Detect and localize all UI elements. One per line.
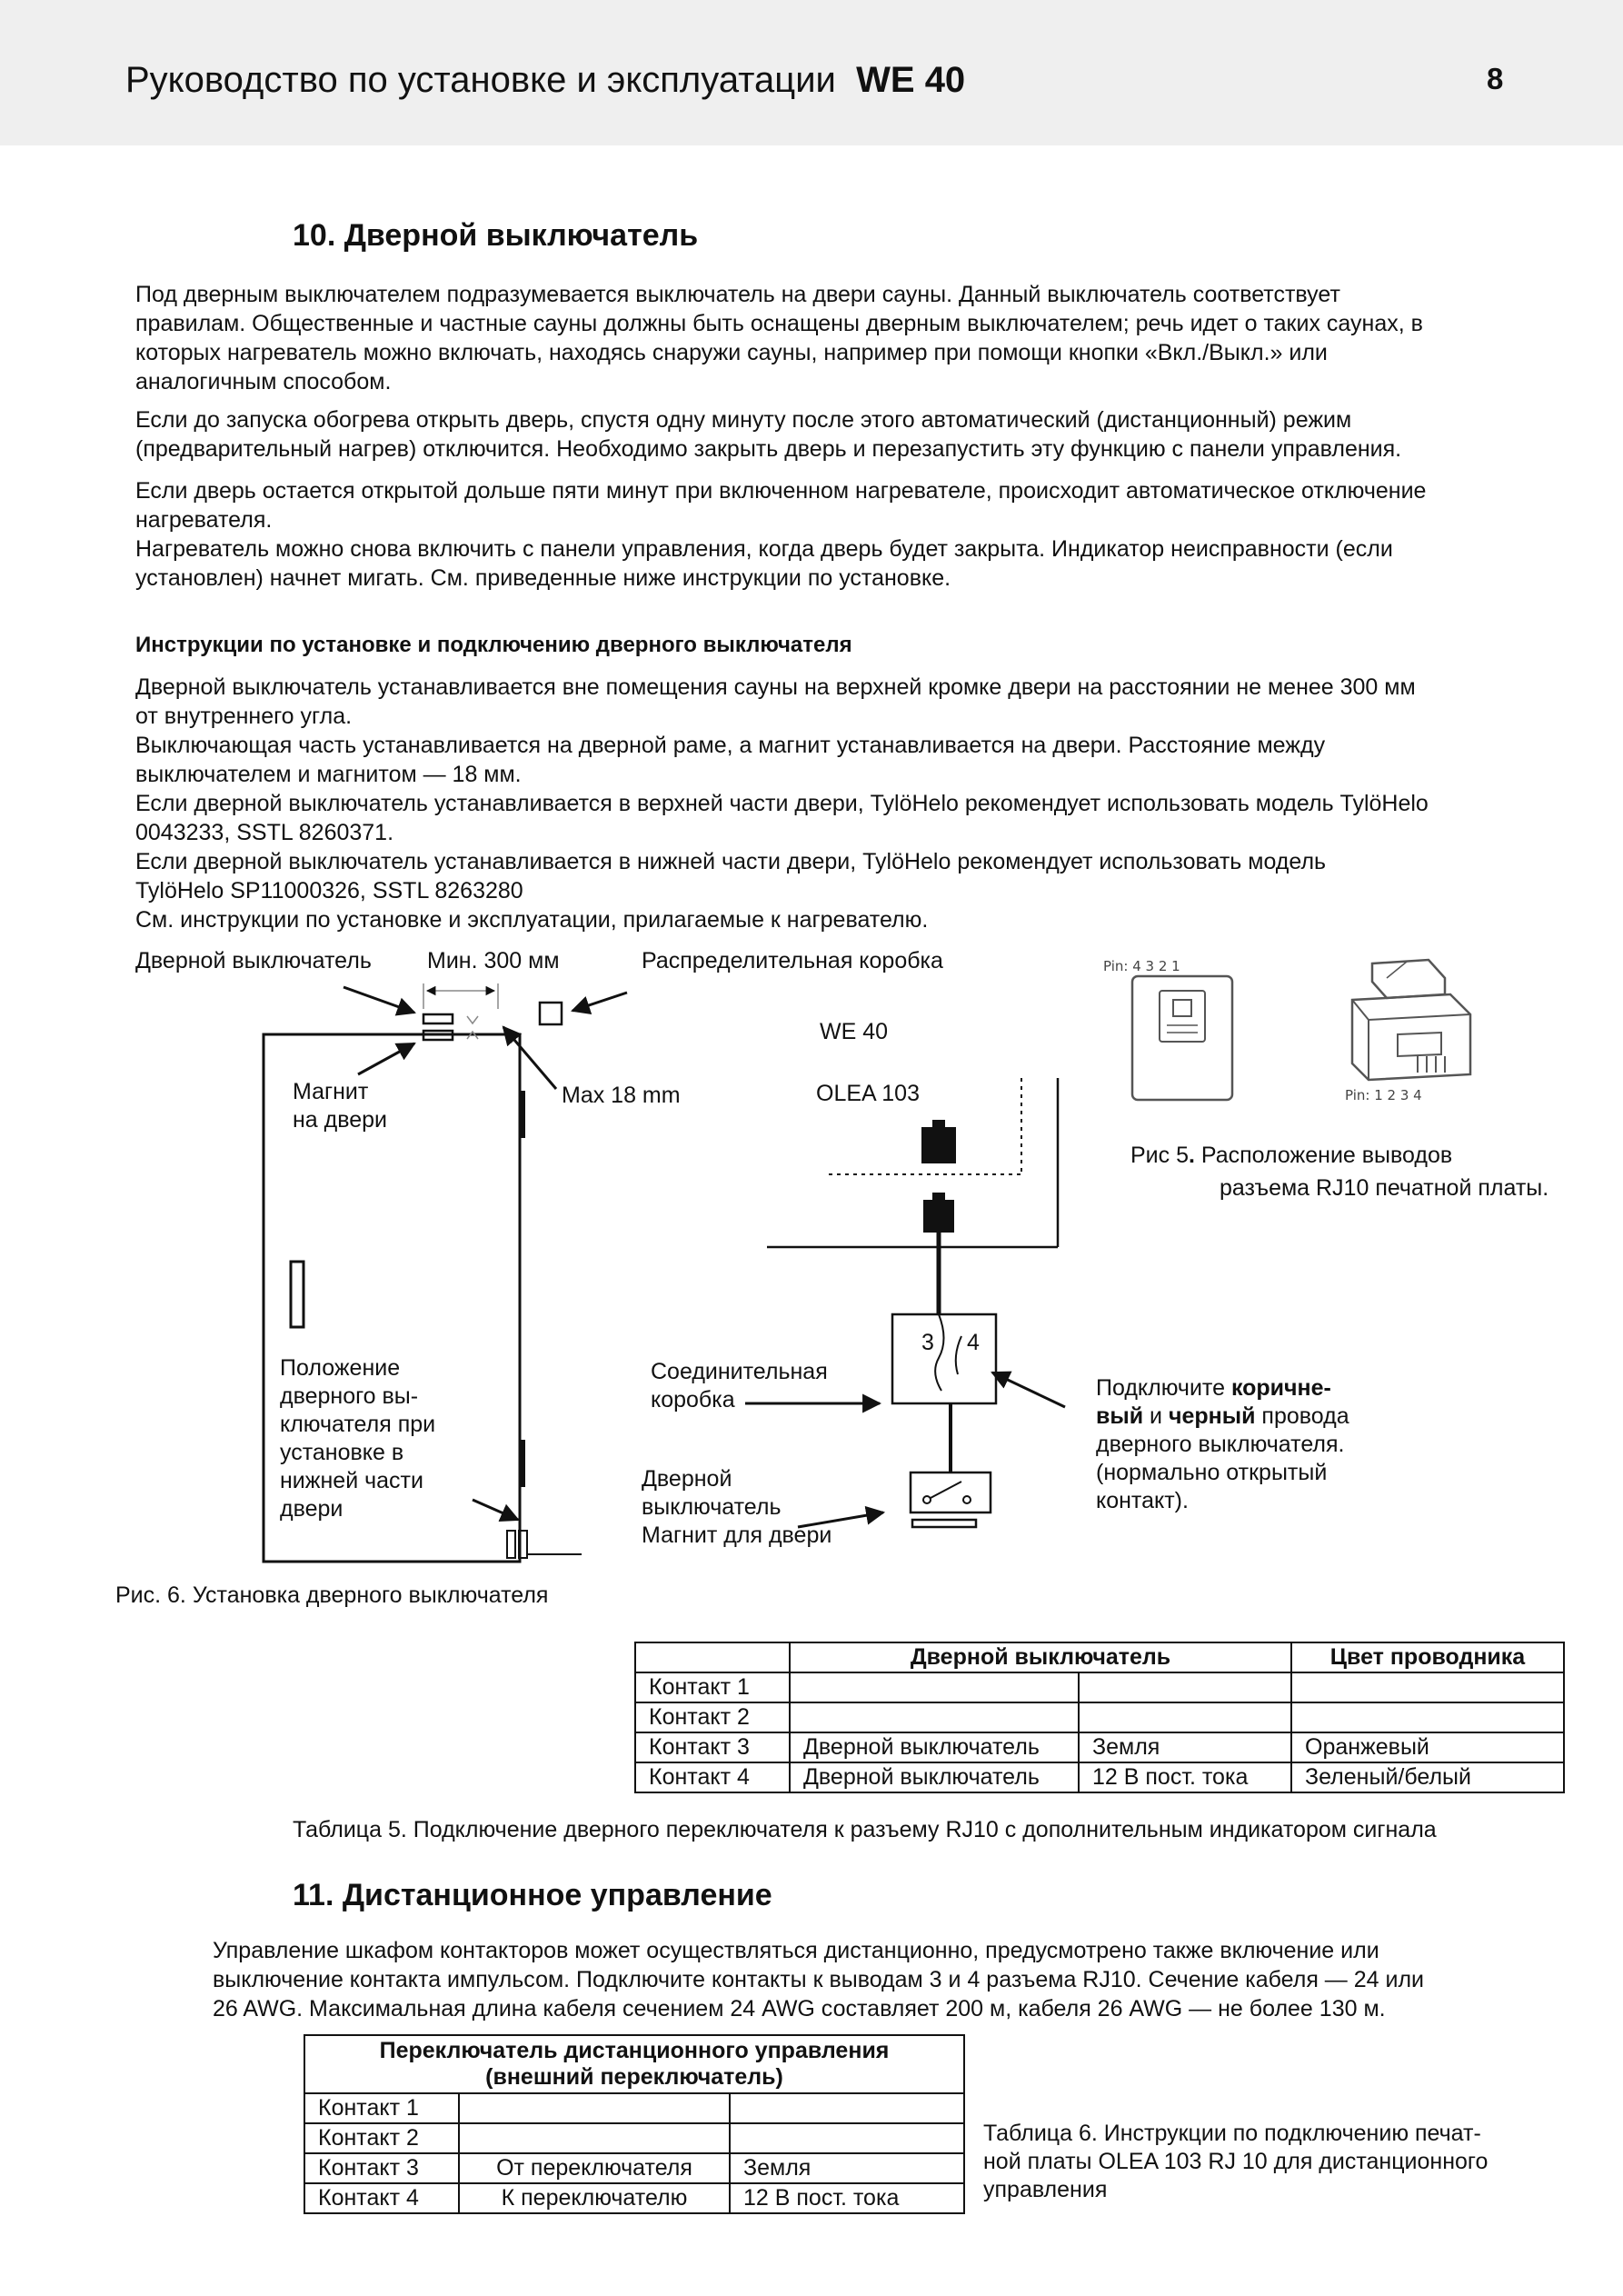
table-header-cell: Переключатель дистанционного управления (внешний переключатель) <box>304 2035 964 2093</box>
rj10-pins-top: Pin: 4 3 2 1 <box>1103 958 1180 974</box>
page-number: 8 <box>1487 62 1504 95</box>
pin-3-label: 3 <box>921 1330 934 1355</box>
table-row <box>304 2093 964 2123</box>
table-cell <box>790 1702 1079 1732</box>
pin-4-label: 4 <box>967 1330 980 1355</box>
table-cell: Контакт 3 <box>304 2153 459 2183</box>
manual-title: Руководство по установке и эксплуатации WE 40 <box>125 60 966 100</box>
figure-6-caption: Рис. 6. Установка дверного выключателя <box>115 1582 549 1608</box>
table-cell: Контакт 2 <box>304 2123 459 2153</box>
section-10-heading: 10. Дверной выключатель <box>293 218 699 253</box>
label-min-300: Мин. 300 мм <box>427 948 560 973</box>
bottom-switch-part-a <box>507 1531 515 1558</box>
installation-subheading: Инструкции по установке и подключению дверного выключателя <box>135 633 852 657</box>
label-junction-box: Распределительная коробка <box>642 948 943 973</box>
section-10-paragraph-3: Если дверь остается открытой дольше пяти минут при включенном нагревателе, происходит автоматическое отключение нагревателя. Нагреватель можно снова включить с панели управления, когда дверь будет закрыта. Индикатор неисправности (если установлен) начнет мигать. См. приведенные ниже инструкции по установке. <box>135 478 1427 591</box>
section-10-paragraph-4: Дверной выключатель устанавливается вне помещения сауны на верхней кромке двери на расстоянии не менее 300 мм от внутреннего угла. Выключающая часть устанавливается на дверной раме, а магнит устанавливается на двери. Расстояние между выключателем и магнитом — 18 мм. Если дверной выключатель устанавливается в верхней части двери, TylöHelo рекомендует использовать модель TylöHelo 0043233, SSTL 8260371. Если дверной выключатель устанавливается в нижней части двери, TylöHelo рекомендует использовать модель TylöHelo SP11000326, SSTL 8263280 См. инструкции по установке и эксплуатации, прилагаемые к нагревателю. <box>135 674 1429 933</box>
rj10-front-view <box>1132 976 1232 1100</box>
table-cell: Контакт 4 <box>304 2183 459 2213</box>
label-switch-position: Положение дверного вы- ключателя при установке в нижней части двери <box>280 1355 436 1522</box>
table-cell: К переключателю <box>459 2183 730 2213</box>
table-row <box>635 1732 1564 1762</box>
table-cell: Дверной выключатель <box>790 1732 1079 1762</box>
label-connection-box: Соединительная коробка <box>651 1359 828 1413</box>
door-hinge-top <box>520 1091 525 1138</box>
table-row <box>635 1702 1564 1732</box>
rj10-pins-bottom: Pin: 1 2 3 4 <box>1345 1087 1422 1103</box>
label-door-switch: Дверной выключатель <box>135 948 372 973</box>
label-door-switch-magnet: Дверной выключатель Магнит для двери <box>642 1466 832 1548</box>
table-row <box>304 2153 964 2183</box>
table-cell: Земля <box>730 2153 964 2183</box>
table-header-cell: Цвет проводника <box>1291 1642 1564 1672</box>
table-cell: Зеленый/белый <box>1291 1762 1564 1792</box>
door-handle <box>291 1262 304 1327</box>
table-cell <box>790 1672 1079 1702</box>
junction-box <box>540 1003 562 1024</box>
connection-box <box>892 1314 996 1403</box>
section-11-heading: 11. Дистанционное управление <box>293 1878 772 1912</box>
table-row <box>304 2035 964 2093</box>
table-cell: От переключателя <box>459 2153 730 2183</box>
table-cell <box>1291 1672 1564 1702</box>
rj10-plug <box>923 1200 954 1233</box>
table-cell <box>730 2093 964 2123</box>
table-header-cell: Дверной выключатель <box>790 1642 1291 1672</box>
table-row <box>635 1642 1564 1672</box>
table-cell <box>1079 1702 1291 1732</box>
table-cell <box>1291 1702 1564 1732</box>
label-we40: WE 40 <box>820 1019 889 1044</box>
label-max-18mm: Max 18 mm <box>562 1083 681 1108</box>
table-cell <box>459 2093 730 2123</box>
door-switch-symbol <box>911 1472 991 1512</box>
figure-5-caption-line-2: разъема RJ10 печатной платы. <box>1220 1175 1549 1201</box>
table-cell: Контакт 1 <box>304 2093 459 2123</box>
table-row <box>304 2123 964 2153</box>
table-cell: 12 В пост. тока <box>1079 1762 1291 1792</box>
door-hinge-bottom <box>520 1440 525 1487</box>
table-6 <box>304 2034 965 2214</box>
table-cell: Дверной выключатель <box>790 1762 1079 1792</box>
table-cell <box>730 2123 964 2153</box>
section-10-paragraph-2: Если до запуска обогрева открыть дверь, спустя одну минуту после этого автоматический (дистанционный) режим (предварительный нагрев) отключится. Необходимо закрыть дверь и перезапустить эту функцию с панели управления. <box>135 407 1402 462</box>
table-cell: Контакт 2 <box>635 1702 790 1732</box>
figure-5-caption: Рис 5. Расположение выводов <box>1130 1143 1453 1168</box>
table-5-caption: Таблица 5. Подключение дверного переключателя к разъему RJ10 с дополнительным индикатором сигнала <box>293 1817 1437 1842</box>
table-cell: Контакт 3 <box>635 1732 790 1762</box>
table-row <box>635 1672 1564 1702</box>
table-header-cell <box>635 1642 790 1672</box>
door-magnet-symbol <box>912 1520 976 1527</box>
rj10-socket <box>921 1127 956 1163</box>
table-cell: Контакт 1 <box>635 1672 790 1702</box>
table-cell: Земля <box>1079 1732 1291 1762</box>
table-row <box>635 1762 1564 1792</box>
table-5 <box>634 1642 1565 1793</box>
label-magnet-on-door: Магнит на двери <box>293 1079 388 1133</box>
table-cell: Контакт 4 <box>635 1762 790 1792</box>
table-row <box>304 2183 964 2213</box>
rj10-plug-view <box>1352 960 1470 1080</box>
section-11-paragraph: Управление шкафом контакторов может осуществляться дистанционно, предусмотрено также включение или выключение контакта импульсом. Подключите контакты к выводам 3 и 4 разъема RJ10. Сечение кабеля — 24 или 26 AWG. Максимальная длина кабеля сечением 24 AWG составляет 200 м, кабеля 26 AWG — не более 130 м. <box>213 1938 1425 2021</box>
table-cell: 12 В пост. тока <box>730 2183 964 2213</box>
label-olea-103: OLEA 103 <box>816 1081 920 1106</box>
model-name: WE 40 <box>856 60 966 100</box>
section-10-paragraph-1: Под дверным выключателем подразумевается выключатель на двери сауны. Данный выключатель соответствует правилам. Общественные и частные сауны должны быть оснащены дверным выключателем; речь идет о таких саунах, в которых нагреватель можно включать, находясь снаружи сауны, например при помощи кнопки «Вкл./Выкл.» или аналогичным способом. <box>135 282 1423 394</box>
table-6-caption: Таблица 6. Инструкции по подключению печат- ной платы OLEA 103 RJ 10 для дистанционного управления <box>983 2121 1489 2202</box>
table-cell <box>459 2123 730 2153</box>
table-cell: Оранжевый <box>1291 1732 1564 1762</box>
top-switch <box>423 1014 453 1023</box>
wiring-note: Подключите коричне- вый и черный провода дверного выключателя. (нормально открытый контакт). <box>1096 1375 1349 1513</box>
table-cell <box>1079 1672 1291 1702</box>
